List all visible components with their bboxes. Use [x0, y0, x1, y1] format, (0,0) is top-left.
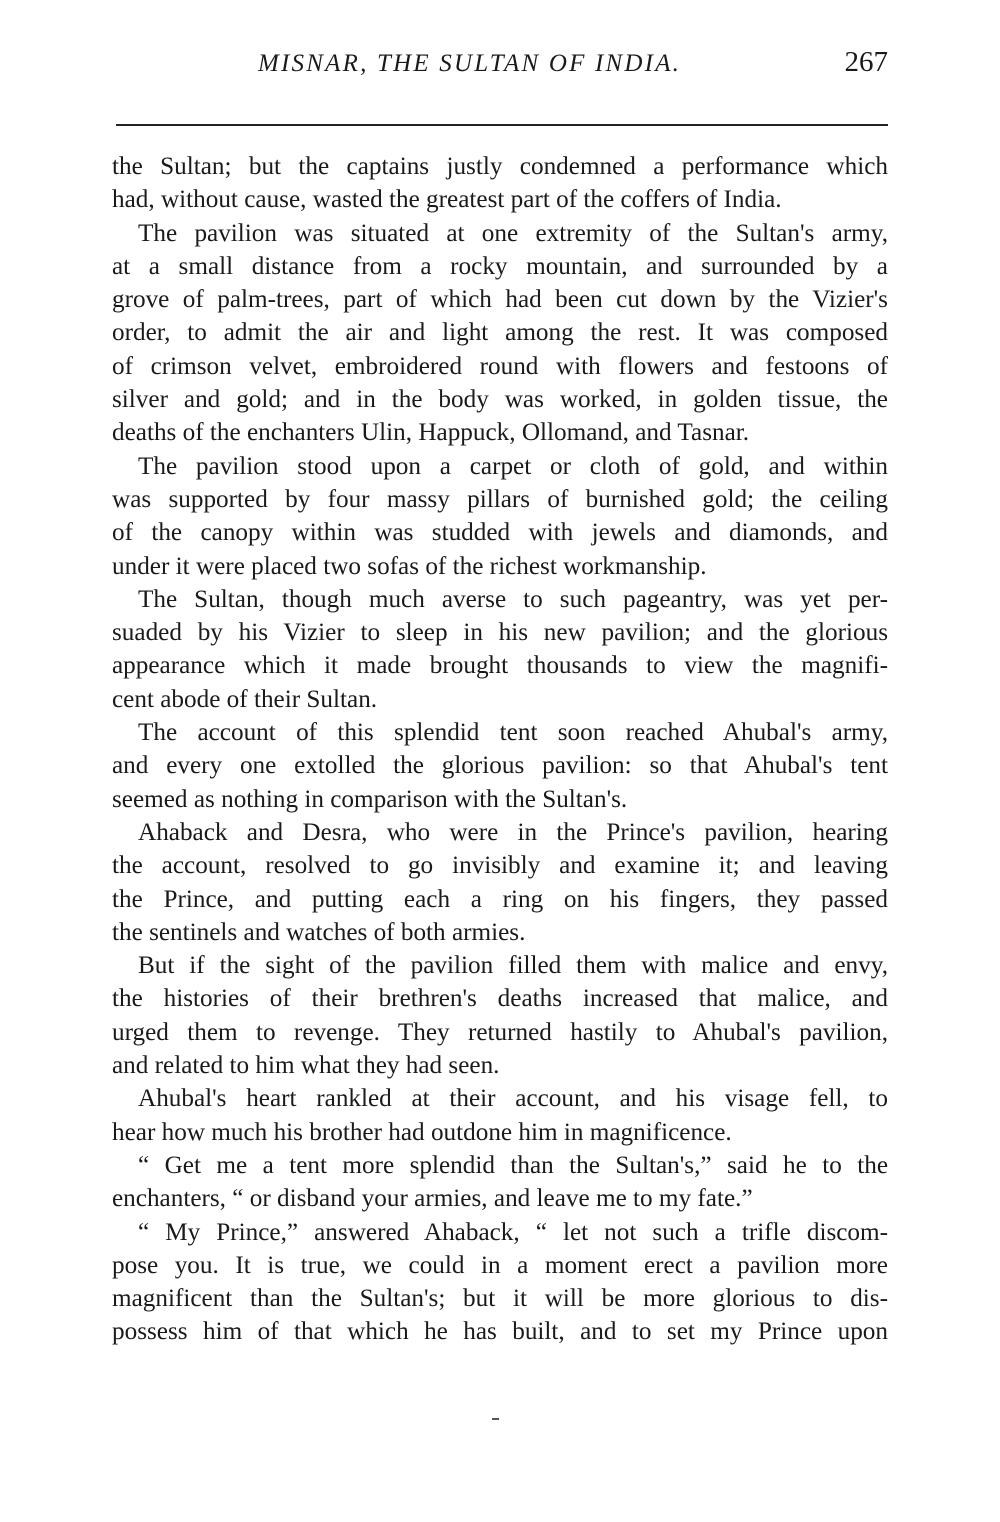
text-line: the sentinels and watches of both armies.	[112, 918, 526, 946]
text-line: cent abode of their Sultan.	[112, 685, 378, 713]
print-mark	[492, 1418, 499, 1420]
paragraph	[112, 949, 888, 1082]
text-line: The Sultan, though much averse to such pageantry, was yet per-	[138, 585, 888, 613]
text-line: at a small distance from a rocky mountain, and surrounded by a	[112, 252, 888, 280]
text-line: But if the sight of the pavilion filled them with malice and envy,	[138, 952, 888, 980]
text-line: enchanters, “ or disband your armies, and leave me to my fate.”	[112, 1185, 753, 1213]
text-line: Ahubal's heart rankled at their account, and his visage fell, to	[138, 1085, 888, 1113]
text-line: the histories of their brethren's deaths increased that malice, and	[112, 985, 888, 1013]
text-line: had, without cause, wasted the greatest part of the coffers of India.	[112, 186, 782, 214]
text-line: under it were placed two sofas of the richest workmanship.	[112, 552, 707, 580]
text-line: pose you. It is true, we could in a moment erect a pavilion more	[112, 1251, 888, 1279]
text-line: was supported by four massy pillars of burnished gold; the ceiling	[112, 485, 888, 513]
text-line: of crimson velvet, embroidered round with flowers and festoons of	[112, 352, 888, 380]
text-line: silver and gold; and in the body was worked, in golden tissue, the	[112, 386, 888, 414]
paragraph	[112, 217, 888, 450]
text-line: “ My Prince,” answered Ahaback, “ let not such a trifle discom-	[138, 1218, 888, 1246]
text-line: hear how much his brother had outdone him in magnificence.	[112, 1118, 732, 1146]
page-number: 267	[844, 46, 888, 78]
paragraph	[112, 1082, 888, 1149]
text-line: the Prince, and putting each a ring on his fingers, they passed	[112, 885, 888, 913]
text-line: The pavilion was situated at one extremity of the Sultan's army,	[138, 219, 888, 247]
text-line: and every one extolled the glorious pavilion: so that Ahubal's tent	[112, 752, 888, 780]
text-line: appearance which it made brought thousands to view the magnifi-	[112, 652, 888, 680]
text-line: magnificent than the Sultan's; but it will be more glorious to dis-	[112, 1285, 888, 1313]
paragraph	[112, 816, 888, 949]
paragraph	[112, 1149, 888, 1216]
text-line: seemed as nothing in comparison with the Sultan's.	[112, 785, 628, 813]
text-line: possess him of that which he has built, and to set my Prince upon	[112, 1318, 888, 1346]
text-line: of the canopy within was studded with jewels and diamonds, and	[112, 519, 888, 547]
text-line: the Sultan; but the captains justly condemned a performance which	[112, 153, 888, 180]
text-line: The account of this splendid tent soon reached Ahubal's army,	[138, 719, 888, 747]
running-head	[112, 46, 888, 86]
text-line: the account, resolved to go invisibly and examine it; and leaving	[112, 852, 888, 880]
paragraph	[112, 450, 888, 583]
text-line: grove of palm-trees, part of which had been cut down by the Vizier's	[112, 286, 888, 314]
paragraph	[112, 150, 888, 217]
text-line: The pavilion stood upon a carpet or cloth of gold, and within	[138, 452, 888, 480]
paragraph	[112, 1216, 888, 1349]
text-line: order, to admit the air and light among the rest. It was composed	[112, 319, 888, 347]
paragraph	[112, 583, 888, 716]
text-line: urged them to revenge. They returned hastily to Ahubal's pavilion,	[112, 1018, 888, 1046]
text-line: and related to him what they had seen.	[112, 1052, 500, 1080]
text-line: “ Get me a tent more splendid than the Sultan's,” said he to the	[138, 1151, 888, 1179]
running-head-title: MISNAR, THE SULTAN OF INDIA.	[258, 50, 682, 77]
text-line: Ahaback and Desra, who were in the Prince's pavilion, hearing	[138, 818, 888, 846]
body-text	[112, 150, 888, 1349]
paragraph	[112, 716, 888, 816]
text-line: deaths of the enchanters Ulin, Happuck, Ollomand, and Tasnar.	[112, 419, 750, 447]
text-line: suaded by his Vizier to sleep in his new pavilion; and the glorious	[112, 619, 888, 647]
header-rule	[116, 124, 888, 126]
